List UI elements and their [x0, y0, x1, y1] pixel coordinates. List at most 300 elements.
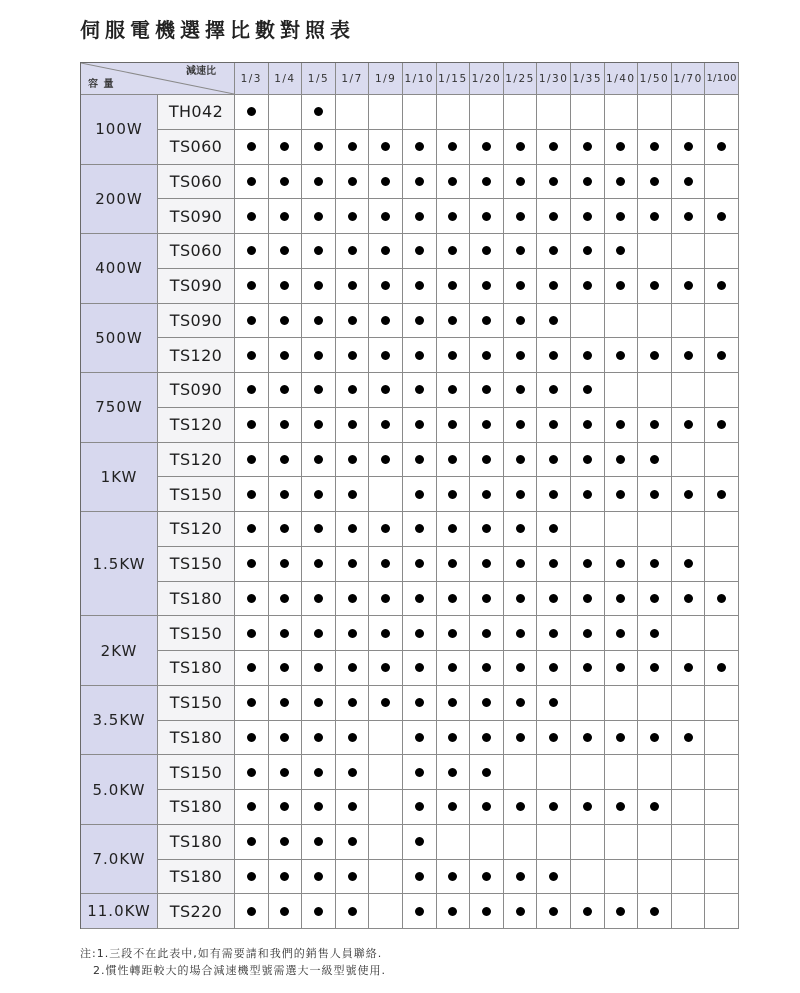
available-dot [448, 559, 457, 568]
ratio-cell [571, 304, 605, 339]
ratio-cell [235, 755, 269, 790]
available-dot [247, 281, 256, 290]
available-dot [717, 212, 726, 221]
available-dot [650, 281, 659, 290]
ratio-cell [605, 547, 639, 582]
ratio-cell [504, 304, 538, 339]
ratio-header-cell: 1/5 [302, 63, 336, 95]
ratio-cell [470, 443, 504, 478]
ratio-cell [369, 477, 403, 512]
ratio-cell [470, 408, 504, 443]
ratio-cell [470, 165, 504, 200]
available-dot [549, 177, 558, 186]
ratio-cell [437, 512, 471, 547]
available-dot [482, 663, 491, 672]
available-dot [616, 594, 625, 603]
ratio-cell [369, 582, 403, 617]
available-dot [583, 629, 592, 638]
available-dot [280, 177, 289, 186]
available-dot [650, 351, 659, 360]
ratio-cell [705, 130, 739, 165]
ratio-cell [605, 582, 639, 617]
ratio-cell [504, 616, 538, 651]
model-cell: TS090 [158, 373, 235, 408]
ratio-cell [537, 199, 571, 234]
model-cell: TS120 [158, 338, 235, 373]
available-dot [448, 698, 457, 707]
available-dot [448, 594, 457, 603]
ratio-cell [269, 686, 303, 721]
available-dot [415, 907, 424, 916]
available-dot [280, 142, 289, 151]
available-dot [415, 872, 424, 881]
available-dot [415, 420, 424, 429]
ratio-cell [235, 825, 269, 860]
available-dot [516, 281, 525, 290]
capacity-cell: 500W [81, 304, 158, 374]
ratio-cell [504, 443, 538, 478]
model-cell: TS090 [158, 269, 235, 304]
ratio-cell [605, 304, 639, 339]
ratio-cell [470, 95, 504, 130]
ratio-cell [302, 443, 336, 478]
ratio-cell [638, 304, 672, 339]
ratio-cell [571, 165, 605, 200]
available-dot [348, 629, 357, 638]
available-dot [549, 594, 558, 603]
available-dot [415, 455, 424, 464]
available-dot [448, 316, 457, 325]
ratio-cell [705, 304, 739, 339]
available-dot [448, 733, 457, 742]
available-dot [516, 177, 525, 186]
available-dot [684, 420, 693, 429]
ratio-cell [672, 616, 706, 651]
available-dot [516, 559, 525, 568]
ratio-cell [269, 860, 303, 895]
ratio-cell [571, 269, 605, 304]
available-dot [583, 177, 592, 186]
available-dot [280, 385, 289, 394]
ratio-cell [403, 269, 437, 304]
ratio-cell [403, 443, 437, 478]
ratio-cell [403, 130, 437, 165]
available-dot [616, 802, 625, 811]
available-dot [583, 142, 592, 151]
available-dot [314, 177, 323, 186]
ratio-cell [369, 165, 403, 200]
ratio-cell [235, 721, 269, 756]
ratio-cell [235, 304, 269, 339]
available-dot [314, 212, 323, 221]
ratio-cell [302, 304, 336, 339]
available-dot [381, 698, 390, 707]
available-dot [348, 351, 357, 360]
ratio-cell [269, 755, 303, 790]
ratio-cell [470, 755, 504, 790]
available-dot [348, 663, 357, 672]
ratio-header-cell: 1/10 [403, 63, 437, 95]
ratio-header-cell: 1/70 [672, 63, 706, 95]
ratio-cell [705, 755, 739, 790]
ratio-cell [269, 790, 303, 825]
available-dot [616, 212, 625, 221]
ratio-cell [571, 373, 605, 408]
ratio-cell [504, 547, 538, 582]
available-dot [717, 351, 726, 360]
available-dot [448, 490, 457, 499]
available-dot [482, 802, 491, 811]
available-dot [314, 107, 323, 116]
ratio-cell [705, 199, 739, 234]
available-dot [415, 246, 424, 255]
available-dot [516, 316, 525, 325]
available-dot [415, 524, 424, 533]
available-dot [415, 768, 424, 777]
ratio-cell [437, 234, 471, 269]
ratio-cell [537, 894, 571, 929]
ratio-cell [437, 130, 471, 165]
available-dot [516, 629, 525, 638]
ratio-cell [369, 199, 403, 234]
ratio-cell [470, 130, 504, 165]
available-dot [717, 663, 726, 672]
available-dot [650, 212, 659, 221]
ratio-cell [504, 686, 538, 721]
available-dot [247, 872, 256, 881]
available-dot [348, 316, 357, 325]
ratio-header-cell: 1/100 [705, 63, 739, 95]
available-dot [415, 802, 424, 811]
ratio-cell [605, 165, 639, 200]
ratio-cell [369, 130, 403, 165]
available-dot [314, 802, 323, 811]
model-cell: TS180 [158, 582, 235, 617]
ratio-cell [638, 199, 672, 234]
available-dot [684, 594, 693, 603]
ratio-cell [470, 512, 504, 547]
available-dot [549, 802, 558, 811]
ratio-cell [605, 199, 639, 234]
ratio-cell [537, 165, 571, 200]
available-dot [314, 907, 323, 916]
ratio-cell [504, 373, 538, 408]
ratio-cell [369, 269, 403, 304]
available-dot [516, 907, 525, 916]
ratio-cell [638, 755, 672, 790]
ratio-cell [705, 477, 739, 512]
ratio-cell [269, 547, 303, 582]
available-dot [247, 907, 256, 916]
ratio-cell [235, 894, 269, 929]
model-cell: TS060 [158, 234, 235, 269]
ratio-cell [302, 130, 336, 165]
ratio-cell [638, 616, 672, 651]
available-dot [549, 733, 558, 742]
ratio-header-cell: 1/20 [470, 63, 504, 95]
ratio-cell [571, 721, 605, 756]
ratio-cell [403, 338, 437, 373]
available-dot [616, 281, 625, 290]
available-dot [583, 559, 592, 568]
ratio-cell [605, 512, 639, 547]
ratio-cell [336, 825, 370, 860]
ratio-cell [705, 373, 739, 408]
ratio-cell [537, 443, 571, 478]
available-dot [516, 524, 525, 533]
ratio-cell [605, 790, 639, 825]
model-cell: TS180 [158, 721, 235, 756]
ratio-cell [302, 408, 336, 443]
available-dot [482, 559, 491, 568]
ratio-cell [571, 582, 605, 617]
ratio-cell [336, 547, 370, 582]
available-dot [516, 351, 525, 360]
available-dot [381, 559, 390, 568]
ratio-cell [403, 95, 437, 130]
ratio-cell [269, 165, 303, 200]
ratio-cell [571, 651, 605, 686]
ratio-cell [504, 790, 538, 825]
available-dot [482, 629, 491, 638]
model-cell: TS150 [158, 547, 235, 582]
available-dot [482, 212, 491, 221]
available-dot [381, 351, 390, 360]
ratio-cell [235, 651, 269, 686]
note-line: 2.慣性轉距較大的場合減速機型號需選大一級型號使用. [93, 964, 386, 977]
ratio-cell [336, 269, 370, 304]
available-dot [381, 594, 390, 603]
ratio-cell [537, 95, 571, 130]
ratio-cell [571, 860, 605, 895]
available-dot [549, 907, 558, 916]
ratio-cell [235, 373, 269, 408]
available-dot [247, 733, 256, 742]
available-dot [381, 629, 390, 638]
ratio-cell [302, 860, 336, 895]
ratio-cell [638, 512, 672, 547]
available-dot [549, 351, 558, 360]
available-dot [482, 768, 491, 777]
available-dot [348, 142, 357, 151]
available-dot [583, 212, 592, 221]
ratio-cell [571, 825, 605, 860]
ratio-cell [638, 547, 672, 582]
ratio-cell [470, 373, 504, 408]
ratio-cell [705, 651, 739, 686]
available-dot [650, 594, 659, 603]
ratio-cell [269, 582, 303, 617]
available-dot [381, 385, 390, 394]
available-dot [415, 212, 424, 221]
available-dot [348, 490, 357, 499]
ratio-cell [605, 686, 639, 721]
ratio-cell [571, 477, 605, 512]
available-dot [415, 351, 424, 360]
ratio-cell [672, 860, 706, 895]
available-dot [314, 663, 323, 672]
ratio-cell [705, 547, 739, 582]
available-dot [280, 907, 289, 916]
ratio-cell [504, 651, 538, 686]
available-dot [684, 142, 693, 151]
ratio-cell [437, 165, 471, 200]
available-dot [280, 837, 289, 846]
ratio-cell [302, 755, 336, 790]
ratio-cell [369, 860, 403, 895]
available-dot [583, 351, 592, 360]
available-dot [280, 698, 289, 707]
ratio-cell [705, 269, 739, 304]
ratio-cell [638, 477, 672, 512]
ratio-cell [369, 95, 403, 130]
available-dot [650, 559, 659, 568]
ratio-cell [638, 165, 672, 200]
available-dot [448, 142, 457, 151]
ratio-cell [470, 547, 504, 582]
ratio-cell [537, 338, 571, 373]
ratio-cell [369, 443, 403, 478]
available-dot [516, 385, 525, 394]
available-dot [482, 281, 491, 290]
available-dot [549, 559, 558, 568]
ratio-cell [269, 721, 303, 756]
ratio-cell [235, 408, 269, 443]
ratio-cell [235, 130, 269, 165]
available-dot [348, 455, 357, 464]
ratio-cell [605, 130, 639, 165]
ratio-header-cell: 1/3 [235, 63, 269, 95]
available-dot [280, 768, 289, 777]
available-dot [381, 316, 390, 325]
available-dot [314, 768, 323, 777]
ratio-cell [571, 616, 605, 651]
ratio-cell [235, 95, 269, 130]
available-dot [549, 872, 558, 881]
ratio-cell [235, 165, 269, 200]
ratio-cell [470, 894, 504, 929]
ratio-cell [638, 894, 672, 929]
available-dot [348, 212, 357, 221]
ratio-cell [605, 443, 639, 478]
ratio-cell [672, 894, 706, 929]
model-cell: TS060 [158, 165, 235, 200]
available-dot [549, 629, 558, 638]
ratio-cell [638, 95, 672, 130]
model-cell: TS090 [158, 304, 235, 339]
ratio-cell [403, 686, 437, 721]
ratio-cell [705, 582, 739, 617]
ratio-cell [403, 755, 437, 790]
ratio-cell [537, 825, 571, 860]
ratio-cell [235, 547, 269, 582]
ratio-cell [369, 616, 403, 651]
ratio-cell [403, 234, 437, 269]
ratio-cell [302, 894, 336, 929]
ratio-header-cell: 1/35 [571, 63, 605, 95]
available-dot [482, 385, 491, 394]
ratio-cell [672, 234, 706, 269]
ratio-cell [336, 373, 370, 408]
ratio-cell [369, 338, 403, 373]
ratio-cell [336, 130, 370, 165]
ratio-cell [638, 338, 672, 373]
ratio-cell [235, 790, 269, 825]
available-dot [348, 907, 357, 916]
available-dot [381, 455, 390, 464]
available-dot [448, 385, 457, 394]
available-dot [348, 872, 357, 881]
ratio-cell [470, 269, 504, 304]
available-dot [583, 281, 592, 290]
available-dot [516, 212, 525, 221]
available-dot [247, 246, 256, 255]
available-dot [549, 663, 558, 672]
ratio-cell [672, 165, 706, 200]
ratio-cell [605, 338, 639, 373]
available-dot [247, 698, 256, 707]
available-dot [482, 490, 491, 499]
table-corner-header [81, 63, 235, 95]
ratio-cell [672, 651, 706, 686]
available-dot [314, 629, 323, 638]
ratio-cell [638, 582, 672, 617]
available-dot [482, 142, 491, 151]
ratio-cell [504, 512, 538, 547]
available-dot [684, 281, 693, 290]
available-dot [280, 733, 289, 742]
ratio-cell [504, 755, 538, 790]
ratio-cell [672, 721, 706, 756]
ratio-cell [705, 443, 739, 478]
ratio-cell [269, 234, 303, 269]
available-dot [247, 768, 256, 777]
capacity-cell: 100W [81, 95, 158, 165]
available-dot [516, 698, 525, 707]
ratio-cell [302, 338, 336, 373]
ratio-cell [235, 512, 269, 547]
ratio-cell [537, 408, 571, 443]
available-dot [448, 802, 457, 811]
ratio-cell [369, 408, 403, 443]
available-dot [616, 420, 625, 429]
ratio-cell [403, 304, 437, 339]
ratio-cell [369, 721, 403, 756]
available-dot [381, 212, 390, 221]
ratio-cell [504, 95, 538, 130]
ratio-cell [537, 373, 571, 408]
ratio-cell [638, 651, 672, 686]
ratio-cell [403, 199, 437, 234]
available-dot [247, 107, 256, 116]
available-dot [314, 142, 323, 151]
available-dot [314, 837, 323, 846]
available-dot [280, 281, 289, 290]
capacity-cell: 5.0KW [81, 755, 158, 825]
available-dot [280, 559, 289, 568]
ratio-cell [470, 338, 504, 373]
model-cell: TS060 [158, 130, 235, 165]
ratio-cell [336, 234, 370, 269]
available-dot [448, 524, 457, 533]
ratio-cell [605, 721, 639, 756]
ratio-cell [537, 512, 571, 547]
available-dot [684, 559, 693, 568]
model-cell: TS150 [158, 477, 235, 512]
available-dot [415, 629, 424, 638]
available-dot [381, 663, 390, 672]
ratio-header-cell: 1/7 [336, 63, 370, 95]
